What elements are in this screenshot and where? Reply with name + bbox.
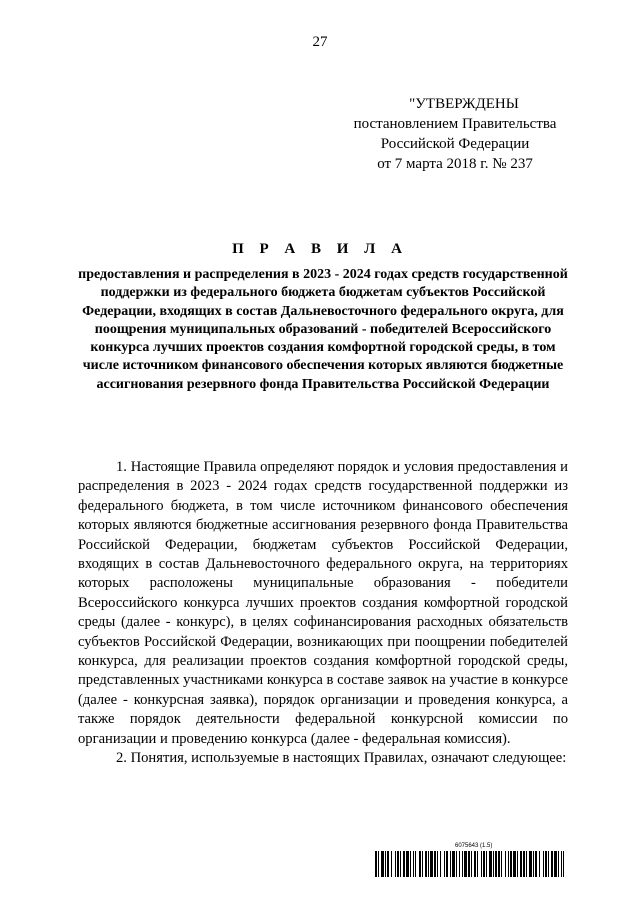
barcode-bar (523, 851, 525, 877)
barcode-bar (535, 851, 537, 877)
barcode-label: 6075643 (1.5) (455, 843, 493, 849)
barcode-bar (434, 851, 436, 877)
barcode-bar (415, 851, 416, 877)
barcode-bar (459, 851, 460, 877)
barcode-bar (495, 851, 497, 877)
barcode-bar (561, 851, 562, 877)
barcode-bar (477, 851, 478, 877)
barcode-bar (444, 851, 445, 877)
barcode-bar (425, 851, 427, 877)
barcode-bar (437, 851, 438, 877)
barcode-image (375, 851, 565, 877)
barcode-bar (452, 851, 455, 877)
barcode-bar (403, 851, 405, 877)
document-title: П Р А В И Л А (232, 241, 408, 257)
barcode-bar (543, 851, 544, 877)
barcode-bar (395, 851, 396, 877)
barcode-bar (397, 851, 399, 877)
barcode-bar (483, 851, 485, 877)
barcode-bar (545, 851, 547, 877)
barcode-bar (505, 851, 506, 877)
paragraph: 1. Настоящие Правила определяют порядок и условия предоставления и распределения в 2023 - 2024 годах средств государственной поддержки из федерального бюджета, в том числе источником финансового обеспечения которых являются бюджетные ассигнования резервного фонда Правительства Российской Федерации, бюджетам субъектов Российской Федерации, входящих в состав Дальневосточного федерального округа, на территориях которых расположены муниципальные образования - победители Всероссийского конкурса лучших проектов создания комфортной городской среды (далее - конкурс), в целях софинансирования расходных обязательств субъектов Российской Федерации, возникающих при поощрении победителей конкурса, для реализации проектов создания комфортной городской среды, представленных участниками конкурса в составе заявок на участие в конкурсе (далее - конкурсная заявка), порядок организации и проведения конкурса, а также порядок деятельности федеральной конкурсной комиссии по организации и проведению конкурса (далее - федеральная комиссия). (78, 459, 568, 747)
paragraph: 2. Понятия, используемые в настоящих Правилах, означают следующее: (116, 750, 567, 767)
barcode-bar (486, 851, 487, 877)
barcode-bar (513, 851, 516, 877)
barcode-bar (548, 851, 549, 877)
barcode-bar (410, 851, 411, 877)
page-number: 27 (312, 34, 328, 50)
barcode-bar (462, 851, 463, 877)
barcode-bar (526, 851, 527, 877)
barcode-bar (378, 851, 379, 877)
document-subtitle: предоставления и распределения в 2023 - 2024 годах средств государственной поддержки из федерального бюджета бюджетам субъектов Российской Федерации, входящих в состав Дальневосточного федерального округа, для поощрения муниципальных образований - победителей Всероссийского конкурса лучших проектов создания комфортной городской среды, в том числе источником финансового обеспечения которых являются бюджетные ассигнования резервного фонда Правительства Российской Федерации (78, 267, 568, 392)
barcode-bar (430, 851, 433, 877)
barcode-bar (520, 851, 522, 877)
barcode-bar (558, 851, 559, 877)
barcode-bar (387, 851, 389, 877)
barcode-bar (456, 851, 457, 877)
barcode-bar (481, 851, 482, 877)
barcode-bar (419, 851, 421, 877)
barcode-bar (554, 851, 557, 877)
barcode-bar (539, 851, 540, 877)
barcode-bar (517, 851, 518, 877)
barcode-bar (375, 851, 377, 877)
barcode-bar (529, 851, 532, 877)
barcode-bar (489, 851, 492, 877)
barcode-bar (508, 851, 509, 877)
approval-line: от 7 марта 2018 г. № 237 (377, 156, 533, 172)
barcode-bar (474, 851, 476, 877)
barcode-bar (464, 851, 467, 877)
barcode-bar (446, 851, 448, 877)
barcode-bar (510, 851, 512, 877)
barcode-bar (413, 851, 414, 877)
barcode-bar (501, 851, 502, 877)
barcode-bar (440, 851, 441, 877)
approval-line: постановлением Правительства (353, 116, 557, 132)
barcode-bar (533, 851, 534, 877)
barcode-bar (381, 851, 384, 877)
barcode-bar (471, 851, 472, 877)
barcode-bar (428, 851, 429, 877)
document-body (78, 458, 568, 769)
barcode-bar (493, 851, 494, 877)
barcode-bar (391, 851, 392, 877)
barcode-bar (406, 851, 409, 877)
barcode-bar (563, 851, 564, 877)
barcode-bar (551, 851, 553, 877)
barcode-bar (498, 851, 500, 877)
approval-block (345, 94, 565, 174)
barcode-bar (422, 851, 423, 877)
barcode-bar (385, 851, 386, 877)
barcode-bar (450, 851, 451, 877)
approval-line: Российской Федерации (380, 136, 530, 152)
approval-title: "УТВЕРЖДЕНЫ (409, 96, 519, 112)
barcode-bar (468, 851, 470, 877)
barcode-bar (400, 851, 401, 877)
